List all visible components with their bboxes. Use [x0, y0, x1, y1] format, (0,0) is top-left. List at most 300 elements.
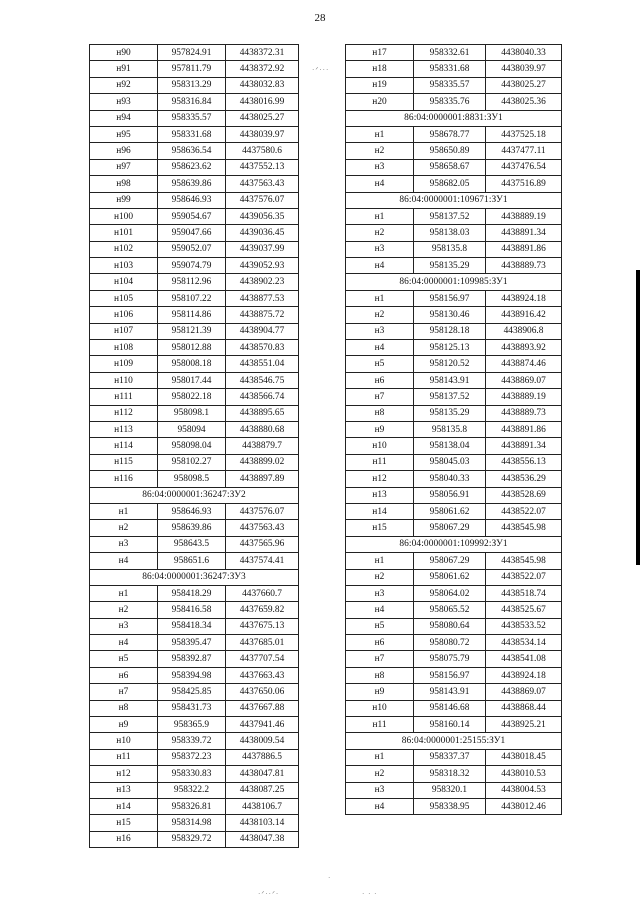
coord-x: 958120.52 — [414, 356, 486, 372]
coord-y: 4438869.07 — [486, 372, 562, 388]
table-row — [346, 208, 562, 224]
coord-y: 4439052.93 — [226, 258, 299, 274]
point-id: н91 — [90, 61, 158, 77]
coord-x: 958331.68 — [158, 126, 226, 142]
coord-y: 4437660.7 — [226, 585, 299, 601]
coord-x: 958056.91 — [414, 487, 486, 503]
coord-y: 4438522.07 — [486, 569, 562, 585]
coord-y: 4439056.35 — [226, 208, 299, 224]
point-id: н20 — [346, 94, 414, 110]
coord-x: 958008.18 — [158, 356, 226, 372]
coord-x: 957811.79 — [158, 61, 226, 77]
point-id: н1 — [346, 553, 414, 569]
point-id: н2 — [346, 225, 414, 241]
point-id: н1 — [346, 126, 414, 142]
point-id: н3 — [346, 159, 414, 175]
coord-x: 958114.86 — [158, 307, 226, 323]
table-row — [90, 684, 299, 700]
point-id: н17 — [346, 45, 414, 61]
point-id: н2 — [346, 143, 414, 159]
point-id: н4 — [346, 176, 414, 192]
point-id: н5 — [346, 356, 414, 372]
point-id: н16 — [90, 831, 158, 847]
coord-x: 958017.44 — [158, 372, 226, 388]
table-row — [90, 798, 299, 814]
table-row — [346, 585, 562, 601]
point-id: н4 — [90, 635, 158, 651]
coord-y: 4438869.07 — [486, 684, 562, 700]
coord-x: 958067.29 — [414, 520, 486, 536]
point-id: н98 — [90, 176, 158, 192]
coord-y: 4437525.18 — [486, 126, 562, 142]
coord-y: 4438004.53 — [486, 782, 562, 798]
point-id: н10 — [346, 438, 414, 454]
table-row — [90, 176, 299, 192]
point-id: н3 — [346, 323, 414, 339]
coord-x: 958418.29 — [158, 585, 226, 601]
coord-x: 958335.76 — [414, 94, 486, 110]
coord-x: 958112.96 — [158, 274, 226, 290]
cadastral-number: 86:04:0000001:109671:ЗУ1 — [346, 192, 562, 208]
table-row — [90, 717, 299, 733]
point-id: н10 — [346, 700, 414, 716]
coord-y: 4438541.08 — [486, 651, 562, 667]
coord-x: 958335.57 — [158, 110, 226, 126]
coord-x: 958080.64 — [414, 618, 486, 634]
table-row — [346, 94, 562, 110]
coord-y: 4438891.86 — [486, 421, 562, 437]
coord-x: 958335.57 — [414, 77, 486, 93]
coord-y: 4438533.52 — [486, 618, 562, 634]
table-row — [346, 290, 562, 306]
table-row — [90, 389, 299, 405]
table-row — [346, 618, 562, 634]
coord-x: 958318.32 — [414, 766, 486, 782]
point-id: н11 — [346, 454, 414, 470]
coord-y: 4438012.46 — [486, 798, 562, 814]
coord-y: 4438534.14 — [486, 635, 562, 651]
point-id: н11 — [346, 717, 414, 733]
table-row — [346, 258, 562, 274]
table-row — [346, 307, 562, 323]
coord-x: 958130.46 — [414, 307, 486, 323]
point-id: н1 — [346, 749, 414, 765]
coord-y: 4437685.01 — [226, 635, 299, 651]
table-row — [346, 61, 562, 77]
coord-y: 4438025.36 — [486, 94, 562, 110]
point-id: н113 — [90, 421, 158, 437]
coord-x: 959047.66 — [158, 225, 226, 241]
coord-x: 959074.79 — [158, 258, 226, 274]
table-row — [346, 798, 562, 814]
cadastral-number: 86:04:0000001:8831:ЗУ1 — [346, 110, 562, 126]
table-row — [90, 471, 299, 487]
point-id: н1 — [346, 208, 414, 224]
table-row — [90, 372, 299, 388]
coord-x: 958012.88 — [158, 340, 226, 356]
coord-x: 958365.9 — [158, 717, 226, 733]
point-id: н8 — [90, 700, 158, 716]
coord-y: 4438009.54 — [226, 733, 299, 749]
point-id: н7 — [346, 651, 414, 667]
point-id: н111 — [90, 389, 158, 405]
cadastral-number: 86:04:0000001:36247:ЗУ3 — [90, 569, 299, 585]
point-id: н19 — [346, 77, 414, 93]
coord-x: 958639.86 — [158, 176, 226, 192]
point-id: н115 — [90, 454, 158, 470]
coord-x: 958065.52 — [414, 602, 486, 618]
point-id: н5 — [346, 618, 414, 634]
table-row — [346, 241, 562, 257]
table-row — [90, 405, 299, 421]
point-id: н93 — [90, 94, 158, 110]
cadastral-number: 86:04:0000001:109992:ЗУ1 — [346, 536, 562, 552]
point-id: н14 — [346, 503, 414, 519]
coord-x: 957824.91 — [158, 45, 226, 61]
coordinates-table-left — [89, 44, 299, 848]
table-row — [346, 323, 562, 339]
coord-x: 958137.52 — [414, 389, 486, 405]
scan-smudge-mark: · · · — [362, 890, 378, 898]
coord-y: 4437650.06 — [226, 684, 299, 700]
table-row — [90, 454, 299, 470]
table-row — [346, 782, 562, 798]
coord-x: 958098.04 — [158, 438, 226, 454]
coord-y: 4437476.54 — [486, 159, 562, 175]
table-row — [346, 749, 562, 765]
coord-x: 958330.83 — [158, 766, 226, 782]
coord-y: 4438010.53 — [486, 766, 562, 782]
scan-smudge-mark: ·ᐟ··ᐟ· — [258, 890, 280, 898]
coord-x: 958425.85 — [158, 684, 226, 700]
point-id: н90 — [90, 45, 158, 61]
table-row — [90, 45, 299, 61]
point-id: н95 — [90, 126, 158, 142]
table-row — [90, 815, 299, 831]
section-header-row — [346, 192, 562, 208]
coord-y: 4438545.98 — [486, 553, 562, 569]
table-row — [90, 94, 299, 110]
table-row — [346, 471, 562, 487]
point-id: н13 — [346, 487, 414, 503]
table-row — [90, 831, 299, 847]
table-row — [90, 585, 299, 601]
point-id: н4 — [346, 798, 414, 814]
coord-x: 958314.98 — [158, 815, 226, 831]
table-row — [90, 143, 299, 159]
point-id: н3 — [90, 618, 158, 634]
coord-x: 958143.91 — [414, 684, 486, 700]
point-id: н110 — [90, 372, 158, 388]
point-id: н106 — [90, 307, 158, 323]
point-id: н92 — [90, 77, 158, 93]
table-row — [90, 733, 299, 749]
point-id: н1 — [90, 503, 158, 519]
coord-x: 958639.86 — [158, 520, 226, 536]
coord-y: 4437576.07 — [226, 503, 299, 519]
table-row — [90, 340, 299, 356]
point-id: н15 — [346, 520, 414, 536]
point-id: н107 — [90, 323, 158, 339]
coord-x: 958156.97 — [414, 290, 486, 306]
coord-x: 958156.97 — [414, 667, 486, 683]
coord-y: 4438566.74 — [226, 389, 299, 405]
coord-y: 4438891.34 — [486, 438, 562, 454]
coord-y: 4438047.81 — [226, 766, 299, 782]
point-id: н1 — [346, 290, 414, 306]
scan-edge-bar — [636, 270, 640, 565]
coord-x: 958394.98 — [158, 667, 226, 683]
coord-y: 4438897.89 — [226, 471, 299, 487]
point-id: н13 — [90, 782, 158, 798]
coord-y: 4438047.38 — [226, 831, 299, 847]
coord-y: 4437886.5 — [226, 749, 299, 765]
coord-x: 958160.14 — [414, 717, 486, 733]
point-id: н108 — [90, 340, 158, 356]
table-row — [90, 618, 299, 634]
table-row — [90, 307, 299, 323]
point-id: н8 — [346, 667, 414, 683]
table-row — [346, 487, 562, 503]
coord-x: 958135.8 — [414, 241, 486, 257]
table-row — [346, 176, 562, 192]
point-id: н2 — [346, 569, 414, 585]
coord-y: 4438087.25 — [226, 782, 299, 798]
coord-y: 4438528.69 — [486, 487, 562, 503]
coord-y: 4438103.14 — [226, 815, 299, 831]
point-id: н3 — [346, 782, 414, 798]
coord-x: 958678.77 — [414, 126, 486, 142]
table-row — [346, 602, 562, 618]
point-id: н9 — [90, 717, 158, 733]
table-row — [346, 553, 562, 569]
coord-y: 4438551.04 — [226, 356, 299, 372]
coord-y: 4437580.6 — [226, 143, 299, 159]
point-id: н100 — [90, 208, 158, 224]
point-id: н2 — [346, 766, 414, 782]
coord-x: 958636.54 — [158, 143, 226, 159]
coord-y: 4438525.67 — [486, 602, 562, 618]
coord-y: 4439037.99 — [226, 241, 299, 257]
coord-x: 958045.03 — [414, 454, 486, 470]
coord-x: 958143.91 — [414, 372, 486, 388]
coord-x: 958650.89 — [414, 143, 486, 159]
table-row — [346, 405, 562, 421]
point-id: н3 — [346, 585, 414, 601]
coord-y: 4438895.65 — [226, 405, 299, 421]
table-row — [90, 651, 299, 667]
table-row — [346, 569, 562, 585]
point-id: н10 — [90, 733, 158, 749]
section-header-row — [346, 110, 562, 126]
point-id: н15 — [90, 815, 158, 831]
table-row — [346, 454, 562, 470]
coord-x: 958061.62 — [414, 503, 486, 519]
coord-x: 958102.27 — [158, 454, 226, 470]
coord-y: 4438039.97 — [226, 126, 299, 142]
coord-y: 4437565.96 — [226, 536, 299, 552]
point-id: н6 — [90, 667, 158, 683]
coord-y: 4438556.13 — [486, 454, 562, 470]
point-id: н102 — [90, 241, 158, 257]
coord-y: 4438889.73 — [486, 405, 562, 421]
coord-y: 4438893.92 — [486, 340, 562, 356]
table-row — [90, 77, 299, 93]
point-id: н11 — [90, 749, 158, 765]
point-id: н105 — [90, 290, 158, 306]
point-id: н96 — [90, 143, 158, 159]
coord-x: 958146.68 — [414, 700, 486, 716]
coord-x: 958651.6 — [158, 553, 226, 569]
point-id: н101 — [90, 225, 158, 241]
point-id: н103 — [90, 258, 158, 274]
coord-x: 958064.02 — [414, 585, 486, 601]
coord-x: 958138.03 — [414, 225, 486, 241]
coord-x: 958022.18 — [158, 389, 226, 405]
table-row — [90, 635, 299, 651]
coord-y: 4438040.33 — [486, 45, 562, 61]
coord-y: 4438032.83 — [226, 77, 299, 93]
coord-x: 958331.68 — [414, 61, 486, 77]
coord-y: 4438372.92 — [226, 61, 299, 77]
point-id: н14 — [90, 798, 158, 814]
table-row — [90, 536, 299, 552]
point-id: н9 — [346, 421, 414, 437]
table-row — [90, 208, 299, 224]
table-row — [90, 290, 299, 306]
coord-x: 958121.39 — [158, 323, 226, 339]
coord-y: 4438924.18 — [486, 290, 562, 306]
table-row — [90, 274, 299, 290]
coord-x: 959052.07 — [158, 241, 226, 257]
coord-x: 958322.2 — [158, 782, 226, 798]
table-row — [90, 520, 299, 536]
coord-y: 4438868.44 — [486, 700, 562, 716]
point-id: н1 — [90, 585, 158, 601]
coord-y: 4438522.07 — [486, 503, 562, 519]
table-row — [90, 503, 299, 519]
point-id: н3 — [90, 536, 158, 552]
coordinates-table-right — [345, 44, 562, 815]
coord-x: 958320.1 — [414, 782, 486, 798]
table-row — [90, 782, 299, 798]
cadastral-number: 86:04:0000001:36247:ЗУ2 — [90, 487, 299, 503]
section-header-row — [90, 487, 299, 503]
coord-x: 958395.47 — [158, 635, 226, 651]
point-id: н8 — [346, 405, 414, 421]
table-row — [346, 356, 562, 372]
coord-y: 4438874.46 — [486, 356, 562, 372]
table-row — [90, 159, 299, 175]
coord-y: 4437667.88 — [226, 700, 299, 716]
point-id: н9 — [346, 684, 414, 700]
table-row — [346, 159, 562, 175]
table-row — [90, 225, 299, 241]
coord-x: 958338.95 — [414, 798, 486, 814]
coord-y: 4438546.75 — [226, 372, 299, 388]
coord-y: 4438025.27 — [226, 110, 299, 126]
coord-x: 958337.37 — [414, 749, 486, 765]
point-id: н112 — [90, 405, 158, 421]
coord-y: 4438372.31 — [226, 45, 299, 61]
scan-smudge-mark: · — [328, 874, 332, 882]
coord-y: 4438879.7 — [226, 438, 299, 454]
point-id: н5 — [90, 651, 158, 667]
coord-y: 4438106.7 — [226, 798, 299, 814]
coord-x: 958329.72 — [158, 831, 226, 847]
coord-x: 958431.73 — [158, 700, 226, 716]
point-id: н2 — [90, 602, 158, 618]
coord-y: 4437516.89 — [486, 176, 562, 192]
coord-y: 4437707.54 — [226, 651, 299, 667]
coord-y: 4437552.13 — [226, 159, 299, 175]
coord-x: 958332.61 — [414, 45, 486, 61]
point-id: н7 — [346, 389, 414, 405]
page-number: 28 — [314, 12, 326, 24]
coord-y: 4437941.46 — [226, 717, 299, 733]
point-id: н99 — [90, 192, 158, 208]
coord-y: 4438018.45 — [486, 749, 562, 765]
coord-x: 958107.22 — [158, 290, 226, 306]
cadastral-number: 86:04:0000001:25155:ЗУ1 — [346, 733, 562, 749]
point-id: н18 — [346, 61, 414, 77]
coord-x: 958098.1 — [158, 405, 226, 421]
coord-y: 4437576.07 — [226, 192, 299, 208]
table-row — [90, 241, 299, 257]
table-row — [346, 700, 562, 716]
coord-x: 958416.58 — [158, 602, 226, 618]
table-row — [90, 192, 299, 208]
coord-y: 4437659.82 — [226, 602, 299, 618]
table-row — [90, 110, 299, 126]
table-row — [346, 667, 562, 683]
point-id: н2 — [346, 307, 414, 323]
cadastral-number: 86:04:0000001:109985:ЗУ1 — [346, 274, 562, 290]
coord-y: 4438906.8 — [486, 323, 562, 339]
coord-x: 958643.5 — [158, 536, 226, 552]
table-row — [90, 749, 299, 765]
point-id: н6 — [346, 635, 414, 651]
point-id: н116 — [90, 471, 158, 487]
coord-y: 4438899.02 — [226, 454, 299, 470]
point-id: н97 — [90, 159, 158, 175]
coord-x: 958372.23 — [158, 749, 226, 765]
coord-y: 4439036.45 — [226, 225, 299, 241]
coord-x: 958392.87 — [158, 651, 226, 667]
coord-x: 958067.29 — [414, 553, 486, 569]
coord-x: 958125.13 — [414, 340, 486, 356]
coord-x: 958646.93 — [158, 192, 226, 208]
table-row — [346, 635, 562, 651]
point-id: н114 — [90, 438, 158, 454]
coord-y: 4438904.77 — [226, 323, 299, 339]
coord-x: 958135.29 — [414, 258, 486, 274]
point-id: н7 — [90, 684, 158, 700]
point-id: н3 — [346, 241, 414, 257]
coord-x: 958061.62 — [414, 569, 486, 585]
coord-x: 958623.62 — [158, 159, 226, 175]
coord-y: 4438877.53 — [226, 290, 299, 306]
coord-y: 4438016.99 — [226, 94, 299, 110]
point-id: н6 — [346, 372, 414, 388]
table-row — [346, 717, 562, 733]
coord-y: 4438925.21 — [486, 717, 562, 733]
coord-y: 4437563.43 — [226, 520, 299, 536]
point-id: н4 — [346, 340, 414, 356]
coord-x: 958418.34 — [158, 618, 226, 634]
point-id: н4 — [90, 553, 158, 569]
table-row — [90, 438, 299, 454]
